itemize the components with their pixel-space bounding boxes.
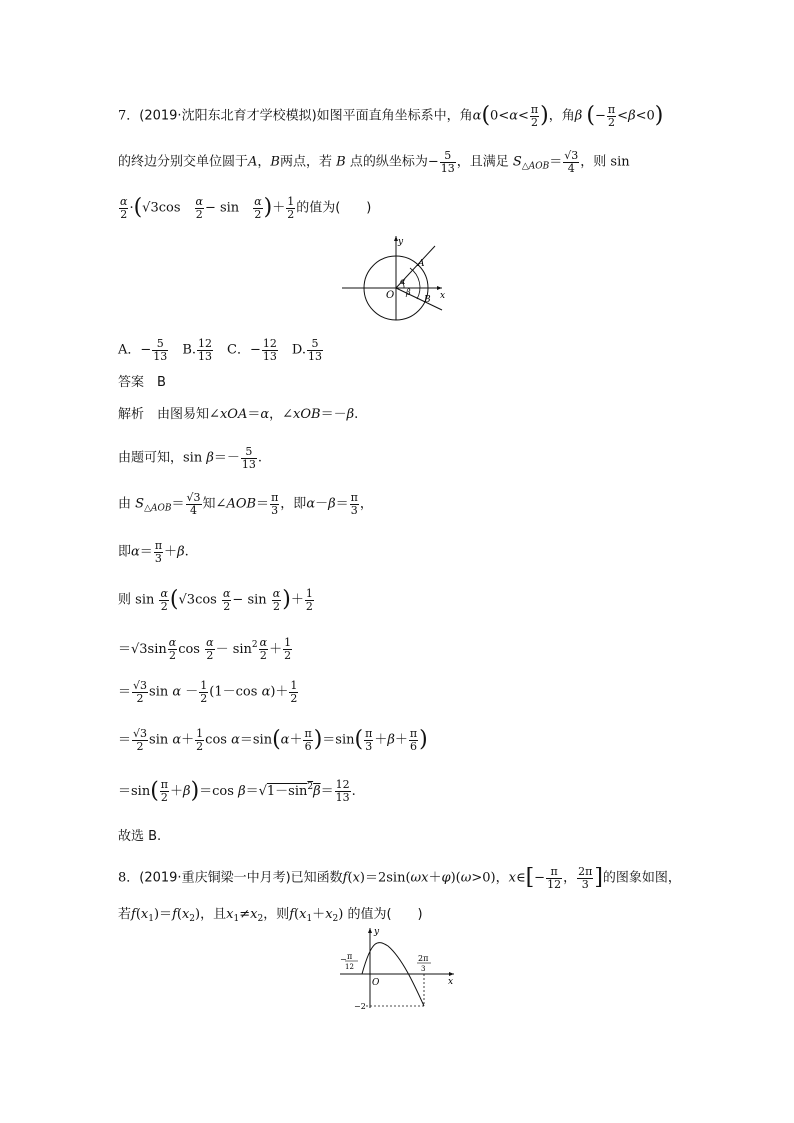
alpha-label: α <box>400 277 406 286</box>
q8-stem-line1: 8．(2019·重庆铜梁一中月考)已知函数f(x)＝2sin(ωx＋φ)(ω>0)，x∈[− $\frac{\pi}{12}$ ， $\frac{2\pi}{3}$ ]的图象如图， <box>118 865 681 891</box>
y-axis-arrow-icon <box>368 928 372 933</box>
x-label: x <box>440 291 446 301</box>
aob-arc <box>410 268 420 299</box>
q7-analysis-line3: 由 $S_{\triangle AOB}=$ $\frac{√3}{4}$ 知∠AOB＝ $\frac{\pi}{3}$ ，即α－β＝ $\frac{\pi}{3}$ ， <box>118 491 373 517</box>
x-axis-arrow-icon <box>449 972 454 976</box>
svg-text:3: 3 <box>421 965 426 973</box>
ray-ob <box>396 288 442 310</box>
svg-text:12: 12 <box>345 963 354 971</box>
origin-label: O <box>386 290 395 301</box>
sine-graph-figure <box>336 924 460 1012</box>
q7-source: (2019·沈阳东北育才学校模拟) <box>139 108 317 124</box>
point-a-label: A <box>418 259 425 269</box>
q7-analysis-line6: ＝√3sin $\frac{\alpha}{2}$ cos $\frac{\alpha}{2}$ － $\sin^2$ $\frac{\alpha}{2}$ ＋ $\frac{1}{2}$ <box>118 636 292 662</box>
svg-text:−: − <box>340 955 347 964</box>
q7-analysis-line2: 由题可知，sin β＝－ $\frac{5}{13}$ . <box>118 445 263 471</box>
min-value-label: −2 <box>354 1002 366 1011</box>
beta-label: β <box>406 288 411 297</box>
y-label: y <box>374 927 380 937</box>
q7-options: A．− $\frac{5}{13}$ B. $\frac{12}{13}$ C．− $\frac{12}{13}$ D. $\frac{5}{13}$ <box>118 337 322 363</box>
q7-analysis-line7: ＝ $\frac{√3}{2}$ sin α － $\frac{1}{2}$ (1－cos α)＋ $\frac{1}{2}$ <box>118 679 298 705</box>
q8-stem-line2: 若$f(x_1)=f(x_2)$，且$x_1\ne x_2$，则$f(x_1+x_2)$ 的值为( ) <box>118 907 423 924</box>
q7-analysis-line8: ＝ $\frac{√3}{2}$ sin α＋ $\frac{1}{2}$ cos α＝sin(α＋ $\frac{\pi}{6}$ )＝sin( $\frac{\pi}{3}$ ＋β＋ $\frac{\pi}{6}$ ) <box>118 727 428 753</box>
origin-label: O <box>372 978 380 988</box>
q8-source: (2019·重庆铜梁一中月考) <box>139 870 291 886</box>
q7-stem-line1: 7．(2019·沈阳东北育才学校模拟)如图平面直角坐标系中，角α(0<α< $\frac{\pi}{2}$ )，角β (− $\frac{\pi}{2}$ <β<0) <box>118 103 664 129</box>
q8-number: 8． <box>118 870 140 886</box>
point-b-label: B <box>424 295 431 305</box>
right-bound-label: 2π <box>418 954 429 963</box>
q7-stem-line3: $\frac{\alpha}{2}$ ·(√3cos $\frac{\alpha}{2}$ − sin $\frac{\alpha}{2}$ )＋ $\frac{1}{2}$ 的值为( ) <box>120 195 372 221</box>
q7-analysis-line5: 则 sin $\frac{\alpha}{2}$ (√3cos $\frac{\alpha}{2}$ − sin $\frac{\alpha}{2}$ )＋ $\frac{1}{2}$ <box>118 587 313 613</box>
q7-analysis-line1: 解析 由图易知∠xOA＝α，∠xOB＝－β. <box>118 407 359 422</box>
q7-analysis-line9: ＝sin( $\frac{\pi}{2}$ ＋β)＝cos $\beta=√1-\sin^2\beta=$ $\frac{12}{13}$ . <box>118 778 356 804</box>
x-axis-arrow-icon <box>437 286 442 290</box>
q7-answer: 答案 B <box>118 375 166 390</box>
q7-analysis-line4: 即α＝ $\frac{\pi}{3}$ ＋β. <box>118 539 189 565</box>
q7-stem-line2: 的终边分别交单位圆于A，B两点，若 B 点的纵坐标为− $\frac{5}{13}$ ，且满足 $S_{\triangle AOB}=$ $\frac{√3}{4}$ ，则 sin <box>118 149 630 175</box>
q7-number: 7． <box>118 108 140 124</box>
left-bound-label: π <box>347 952 353 961</box>
q7-conclusion: 故选 B. <box>118 829 162 844</box>
unit-circle-figure <box>340 232 450 322</box>
x-label: x <box>448 977 454 987</box>
y-label: y <box>398 237 404 247</box>
